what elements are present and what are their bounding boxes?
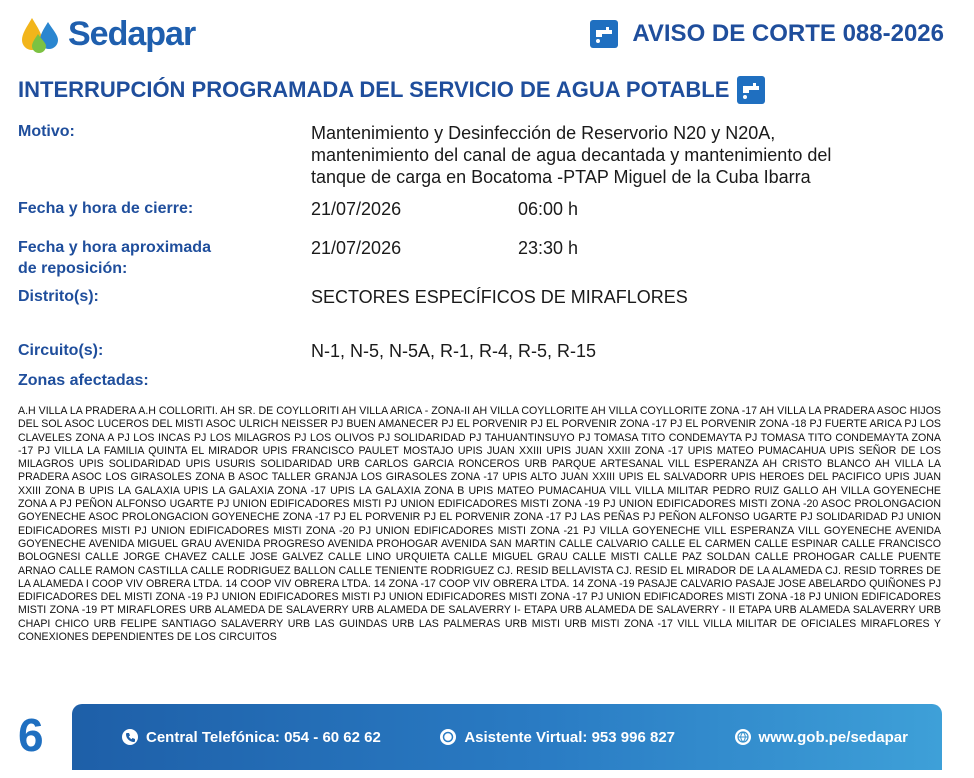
water-tap-icon	[590, 20, 618, 48]
phone-contact[interactable]	[122, 729, 381, 746]
reposicion-fecha: 21/07/2026	[311, 238, 402, 258]
cierre-fecha: 21/07/2026	[311, 199, 402, 219]
zonas-afectadas-text: A.H VILLA LA PRADERA A.H COLLORITI. AH SR. DE COYLLORITI AH VILLA ARICA - ZONA-II AH VILLA COYLLORITE AH VILLA COYLLORITE ZONA -17 AH VILLA LA PRADERA ASOC HIJOS DEL SOL ASOC LUCEROS DEL MISTI ASOC ULRICH NEISSER PJ BUEN AMANECER PJ EL PORVENIR PJ EL PORVENIR ZONA -17 PJ EL PORVENIR ZONA -18 PJ FUERTE ARICA PJ LOS CLAVELES ZONA A PJ LOS INCAS PJ LOS MILAGROS PJ LOS OLIVOS PJ SOLIDARIDAD PJ TAHUANTINSUYO PJ TOMASA TITO CONDEMAYTA PJ TOMASA TITO CONDEMAYTA ZONA -17 PJ VILLA LA FAMILIA QUINTA EL MIRADOR UPIS FRANCISCO PAULET MOSTAJO UPIS JUAN XXIII UPIS JUAN XXIII ZONA -17 UPIS MATEO PUMACAHUA UPIS SEÑOR DE LOS MILAGROS UPIS SOLIDARIDAD UPIS USURIS SOLIDARIDAD URB CARLOS GARCIA RONCEROS URB PARQUE ARTESANAL VILL ESPERANZA AH CRISTO BLANCO AH VILLA LA PRADERA ASOC LOS GIRASOLES ZONA B ASOC TALLER GRANJA LOS GIRASOLES ZONA -17 UPIS ALTO JUAN XXIII UPIS EL SALVADORR UPIS HEROES DEL PACIFICO UPIS JUAN XXIII ZONA B UPIS LA GALAXIA UPIS LA GALAXIA ZONA -17 UPIS LA GALAXIA ZONA B UPIS MATEO PUMACAHUA VILL VILLA MILITAR PEDRO RUIZ GALLO AH VILLA GOYENECHE ZONA A PJ PEÑON ALFONSO UGARTE PJ UNION EDIFICADORES MISTI PJ UNION EDIFICADORES MISTI ZONA -19 PJ UNION EDIFICADORES MISTI ZONA -20 ASOC PROLONGACION GOYENECHE ASOC PROLONGACION GOYENECHE ZONA -17 PJ EL PORVENIR PJ EL PORVENIR ZONA -17 PJ LAS PEÑAS PJ PEÑON ALFONSO UGARTE PJ SOLIDARIDAD PJ UNION EDIFICADORES MISTI PJ UNION EDIFICADORES MISTI ZONA -20 PJ UNION EDIFICADORES MISTI ZONA -21 PJ VILLA GOYENECHE VILL ESPERANZA VILL GOYENECHE AVENIDA GOYENECHE AVENIDA MIGUEL GRAU AVENIDA PROGRESO AVENIDA PROHOGAR AVENIDA SAN MARTIN CALLE CALVARIO CALLE EL CARMEN CALLE ESPINAR CALLE FRANCISCO BOLOGNESI CALLE JORGE CHAVEZ CALLE JOSE GALVEZ CALLE LINO URQUIETA CALLE MIGUEL GRAU CALLE MISTI CALLE PAZ SOLDAN CALLE PROHOGAR CALLE PUENTE ARNAO CALLE RAMON CASTILLA CALLE RODRIGUEZ BALLON CALLE TENIENTE RODRIGUEZ CJ. RESID BELLAVISTA CJ. RESID EL MIRADOR DE LA ALAMEDA CJ. RESID TORRES DE LA ALAMEDA I COOP VIV OBRERA LTDA. 14 COOP VIV OBRERA LTDA. 14 ZONA -17 COOP VIV OBRERA LTDA. 14 ZONA -19 PASAJE CALVARIO PASAJE JOSE ABELARDO QUIÑONES PJ EDIFICADORES DEL MISTI ZONA -19 PJ UNION EDIFICADORES MISTI PJ UNION EDIFICADORES MISTI ZONA -17 PJ UNION EDIFICADORES MISTI ZONA -18 PJ UNION EDIFICADORES MISTI ZONA -19 PT MIRAFLORES URB ALAMEDA DE SALAVERRY URB ALAMEDA DE SALAVERRY I- ETAPA URB ALAMEDA DE SALAVERRY - II ETAPA URB ALAMEDA SALAVERRY URB CHAPI CHICO URB FELIPE SANTIAGO SALAVERRY URB LAS GUINDAS URB LAS PALMERAS URB MISTI URB MISTI ZONA -17 VILL VILLA MILITAR DE OFICIALES MIRAFLORES Y CONEXIONES DEPENDIENTES DE LOS CIRCUITOS	[18, 405, 941, 644]
motivo-line-1: Mantenimiento y Desinfección de Reservorio N20 y N20A,	[311, 123, 776, 143]
website-link[interactable]	[735, 729, 908, 746]
sedapar-logo	[18, 14, 195, 54]
phone-text: Central Telefónica: 054 - 60 62 62	[146, 728, 381, 746]
brand-name: Sedapar	[68, 14, 196, 53]
water-tap-icon	[737, 76, 765, 104]
motivo-line-2: mantenimiento del canal de agua decantada y mantenimiento del	[311, 145, 832, 165]
motivo-label: Motivo:	[18, 123, 75, 140]
title-text: INTERRUPCIÓN PROGRAMADA DEL SERVICIO DE AGUA POTABLE	[18, 77, 730, 102]
water-drops-logo-icon	[18, 14, 62, 54]
website-text: www.gob.pe/sedapar	[758, 728, 908, 746]
cierre-label: Fecha y hora de cierre:	[18, 200, 194, 217]
motivo-line-3: tanque de carga en Bocatoma -PTAP Miguel de la Cuba Ibarra	[311, 167, 811, 187]
whatsapp-icon	[440, 729, 456, 745]
circuito-value: N-1, N-5, N-5A, R-1, R-4, R-5, R-15	[311, 341, 597, 361]
cierre-hora: 06:00 h	[518, 199, 579, 219]
reposicion-label	[18, 237, 211, 279]
reposicion-label-line-2: de reposición:	[18, 260, 128, 277]
page-number: 6	[18, 709, 44, 761]
zonas-label: Zonas afectadas:	[18, 372, 149, 389]
assistant-text: Asistente Virtual: 953 996 827	[464, 728, 676, 746]
distrito-value: SECTORES ESPECÍFICOS DE MIRAFLORES	[311, 287, 688, 307]
motivo-value	[311, 122, 831, 188]
aviso-header	[590, 20, 944, 48]
reposicion-hora: 23:30 h	[518, 238, 579, 258]
virtual-assistant-contact[interactable]	[440, 729, 675, 746]
aviso-number: AVISO DE CORTE 088-2026	[632, 20, 944, 47]
contact-footer	[72, 704, 942, 770]
reposicion-label-line-1: Fecha y hora aproximada	[18, 239, 211, 256]
globe-icon	[735, 729, 751, 745]
page-title	[18, 76, 765, 104]
phone-icon	[122, 729, 138, 745]
circuito-label: Circuito(s):	[18, 342, 104, 359]
distrito-label: Distrito(s):	[18, 288, 99, 305]
